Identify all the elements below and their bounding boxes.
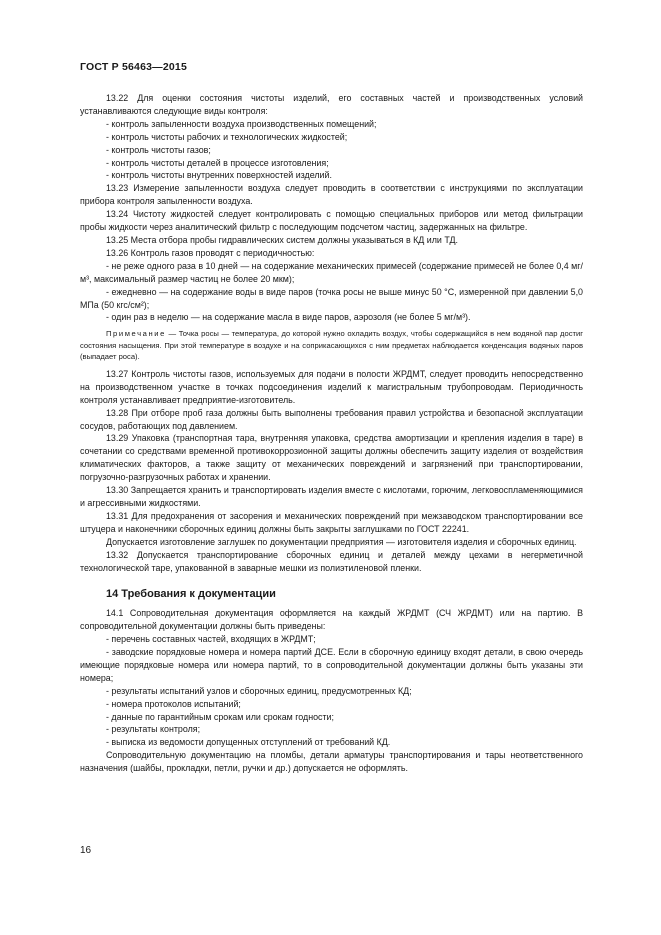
- paragraph-14-1: 14.1 Сопроводительная документация оформляется на каждый ЖРДМТ (СЧ ЖРДМТ) или на партию. В сопроводительной документации должны быть приведены:: [80, 608, 583, 632]
- paragraph-13-23: 13.23 Измерение запыленности воздуха следует проводить в соответствии с инструкциями по эксплуатации прибора контроля запыленности воздуха.: [80, 183, 583, 207]
- list-item: - результаты испытаний узлов и сборочных единиц, предусмотренных КД;: [106, 685, 412, 696]
- list-item: - контроль чистоты внутренних поверхностей изделий.: [106, 170, 332, 181]
- paragraph-13-26: 13.26 Контроль газов проводят с периодичностью:: [106, 247, 315, 258]
- paragraph-13-25: 13.25 Места отбора пробы гидравлических систем должны указываться в КД или ТД.: [106, 234, 458, 245]
- paragraph-13-29: 13.29 Упаковка (транспортная тара, внутренняя упаковка, средства амортизации и крепления изделия в таре) в сочетании со средствами временной противокоррозионной защиты должны обеспечить защиту изделия от воздействия климатических факторов, а также защиту от механических повреждений и загрязнений при транспортировании, погрузочно-разгрузочных работах и хранении.: [80, 433, 583, 483]
- list-item: - заводские порядковые номера и номера партий ДСЕ. Если в сборочную единицу входят детали, в свою очередь имеющие порядковые номера или номера партий, то в сопроводительной документации должны быть указаны эти номера;: [80, 647, 583, 683]
- note: [80, 328, 583, 362]
- paragraph-13-22: 13.22 Для оценки состояния чистоты изделий, его составных частей и производственных условий устанавливаются следующие виды контроля:: [80, 93, 583, 116]
- paragraph-13-32: 13.32 Допускается транспортирование сборочных единиц и деталей между цехами в негерметичной технологической таре, упакованной в заварные мешки из полиэтиленовой пленки.: [80, 549, 583, 573]
- list-item: - один раз в неделю — на содержание масла в виде паров, аэрозоля (не более 5 мг/м³).: [106, 312, 471, 323]
- list-item: - результаты контроля;: [106, 724, 201, 735]
- list-item: - не реже одного раза в 10 дней — на содержание механических примесей (содержание примесей не более 0,4 мг/м³, максимальный размер частиц не более 20 мкм);: [80, 260, 583, 284]
- paragraph-13-28: 13.28 При отборе проб газа должны быть выполнены требования правил устройства и безопасной эксплуатации сосудов, работающих под давлением.: [80, 407, 583, 431]
- note-text: — Точка росы — температура, до которой нужно охладить воздух, чтобы содержащийся в нем водяной пар достиг состояния насыщения. При этой температуре в воздухе и на соприкасающихся с ним предметах наблюдается конденсация водяных паров (выпадает роса).: [80, 329, 583, 361]
- list-item: - данные по гарантийным срокам или срокам годности;: [106, 711, 334, 722]
- paragraph-closing: Сопроводительную документацию на пломбы, детали арматуры транспортирования и тары неответственного назначения (шайбы, прокладки, петли, ручки и др.) допускается не оформлять.: [80, 750, 583, 774]
- list-item: - номера протоколов испытаний;: [106, 698, 241, 709]
- note-label: Примечание: [106, 329, 166, 339]
- paragraph-13-24: 13.24 Чистоту жидкостей следует контролировать с помощью специальных приборов или метод фильтрации пробы жидкости через аналитический фильтр с последующим подсчетом частиц, задержанных на фильтре.: [80, 209, 583, 233]
- page-number: 16: [80, 845, 92, 856]
- list-item: - контроль чистоты газов;: [106, 144, 211, 155]
- section-title: 14 Требования к документации: [106, 588, 276, 601]
- list-item: - контроль чистоты рабочих и технологических жидкостей;: [106, 131, 348, 142]
- list-item: - перечень составных частей, входящих в ЖРДМТ;: [106, 634, 316, 645]
- paragraph-13-31-cont: Допускается изготовление заглушек по документации предприятия — изготовителя изделия и сборочных единиц.: [106, 536, 577, 547]
- paragraph-13-27: 13.27 Контроль чистоты газов, используемых для подачи в полости ЖРДМТ, следует проводить непосредственно на производственном участке в точках подсоединения изделий к магистральным трубопроводам. Периодичность контроля устанавливает предприятие-изготовитель.: [80, 368, 583, 405]
- document-body: [80, 92, 583, 775]
- paragraph-13-31: 13.31 Для предохранения от засорения и механических повреждений при межзаводском транспортировании все штуцера и наконечники сборочных единиц должны быть закрыты заглушками по ГОСТ 22241.: [80, 510, 583, 534]
- standard-header: ГОСТ Р 56463—2015: [80, 61, 188, 73]
- list-item: - контроль запыленности воздуха производственных помещений;: [106, 118, 377, 129]
- list-item: - выписка из ведомости допущенных отступлений от требований КД.: [106, 737, 391, 748]
- list-item: - контроль чистоты деталей в процессе изготовления;: [106, 157, 329, 168]
- list-item: - ежедневно — на содержание воды в виде паров (точка росы не выше минус 50 °С, измеренной при давлении 5,0 МПа (50 кгс/см²);: [80, 286, 583, 310]
- paragraph-13-30: 13.30 Запрещается хранить и транспортировать изделия вместе с кислотами, горючим, легковоспламеняющимися и агрессивными жидкостями.: [80, 485, 583, 508]
